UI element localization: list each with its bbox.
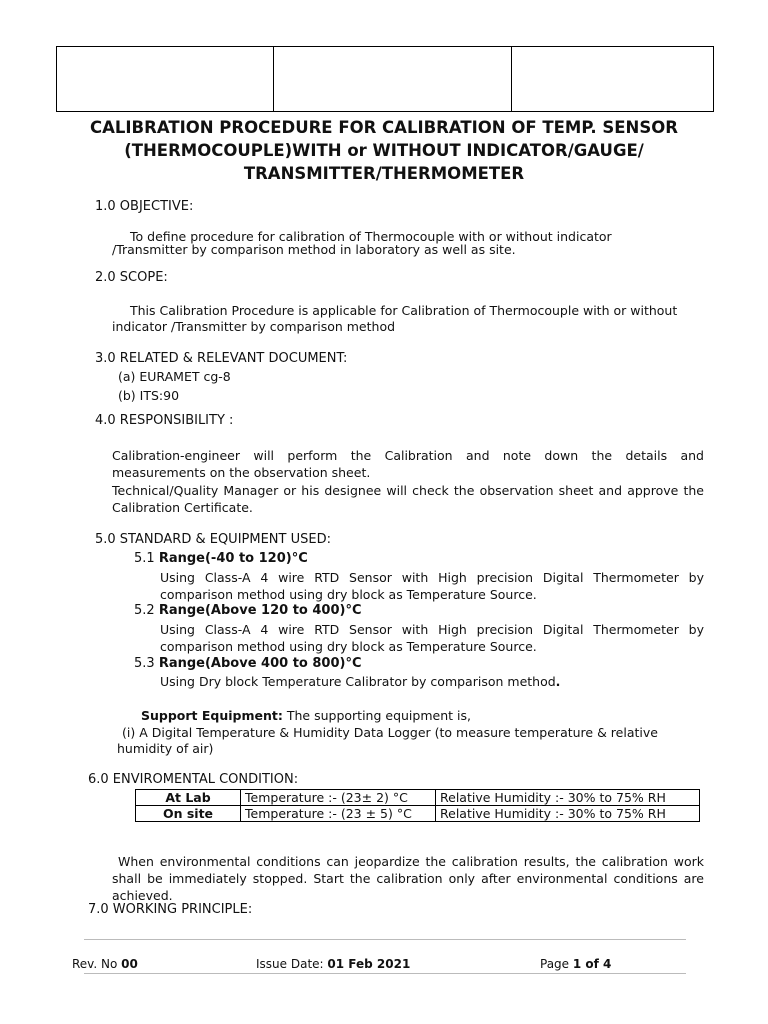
footer-issue-date	[256, 956, 410, 972]
range-1-label: Range(-40 to 120)°C	[158, 551, 308, 566]
header-cell-doc-no	[512, 47, 713, 111]
env-site-label: On site	[136, 806, 241, 822]
page-label: Page	[540, 957, 570, 971]
responsibility-paragraph-1: Calibration-engineer will perform the Calibration and note down the details and measurements on the observation sheet.	[112, 448, 704, 480]
section-6-heading: 6.0 ENVIROMENTAL CONDITION:	[88, 772, 299, 787]
range-2-number: 5.2	[134, 603, 155, 618]
page-value: 1 of 4	[572, 957, 612, 971]
footer-revision	[72, 956, 138, 972]
range-2-text: Using Class-A 4 wire RTD Sensor with High precision Digital Thermometer by comparison method using dry block as Temperature Source.	[160, 622, 704, 654]
document-title	[40, 116, 728, 185]
title-line-1: CALIBRATION PROCEDURE FOR CALIBRATION OF TEMP. SENSOR	[90, 118, 678, 137]
range-3-heading	[134, 655, 362, 673]
table-row	[136, 806, 700, 822]
range-3-text	[160, 673, 560, 690]
support-item-line-2: humidity of air)	[117, 741, 214, 756]
environment-paragraph: When environmental conditions can jeopardize the calibration results, the calibration work shall be immediately stopped. Start the calibration only after environmental conditions are achieved.	[112, 854, 704, 903]
section-4-heading: 4.0 RESPONSIBILITY :	[95, 413, 234, 428]
document-item-a: (a) EURAMET cg-8	[118, 369, 231, 384]
footer-bottom-rule	[84, 973, 686, 974]
range-2-heading	[134, 602, 362, 620]
responsibility-paragraph-2: Technical/Quality Manager or his designee will check the observation sheet and approve the Calibration Certificate.	[112, 483, 704, 515]
section-1-heading: 1.0 OBJECTIVE:	[95, 199, 194, 214]
section-1-line-2: /Transmitter by comparison method in laboratory as well as site.	[112, 242, 516, 257]
support-equipment-line	[141, 707, 471, 724]
document-item-b: (b) ITS:90	[118, 388, 180, 403]
section-2-line-1: This Calibration Procedure is applicable for Calibration of Thermocouple with or without	[130, 303, 678, 318]
support-equipment-text: The supporting equipment is,	[286, 708, 471, 723]
footer-top-rule	[84, 939, 686, 940]
support-item-line-1: (i) A Digital Temperature & Humidity Data Logger (to measure temperature & relative	[122, 725, 658, 740]
section-1-line-1: To define procedure for calibration of Thermocouple with or without indicator	[130, 229, 612, 244]
title-line-2: (THERMOCOUPLE)WITH or WITHOUT INDICATOR/GAUGE/	[124, 141, 644, 160]
section-5-heading: 5.0 STANDARD & EQUIPMENT USED:	[95, 532, 331, 547]
rev-value: 00	[121, 957, 138, 971]
env-lab-humidity: Relative Humidity :- 30% to 75% RH	[436, 790, 700, 806]
range-1-number: 5.1	[134, 551, 155, 566]
footer-page-number	[540, 956, 611, 972]
section-7-heading: 7.0 WORKING PRINCIPLE:	[88, 902, 253, 917]
range-3-number: 5.3	[134, 656, 155, 671]
range-3-label: Range(Above 400 to 800)°C	[158, 656, 362, 671]
range-1-text: Using Class-A 4 wire RTD Sensor with High precision Digital Thermometer by comparison method using dry block as Temperature Source.	[160, 570, 704, 602]
section-3-heading: 3.0 RELATED & RELEVANT DOCUMENT:	[95, 351, 348, 366]
section-2-line-2: indicator /Transmitter by comparison method	[112, 319, 396, 334]
range-2-label: Range(Above 120 to 400)°C	[158, 603, 362, 618]
section-2-heading: 2.0 SCOPE:	[95, 270, 168, 285]
range-3-sentence: Using Dry block Temperature Calibrator by comparison method	[160, 674, 556, 689]
issue-date-label: Issue Date:	[256, 957, 324, 971]
support-equipment-label: Support Equipment:	[141, 708, 283, 723]
environment-table	[135, 789, 700, 822]
table-row	[136, 790, 700, 806]
env-lab-label: At Lab	[136, 790, 241, 806]
env-site-temperature: Temperature :- (23 ± 5) °C	[241, 806, 436, 822]
range-1-heading	[134, 550, 308, 568]
title-line-3: TRANSMITTER/THERMOMETER	[243, 164, 525, 183]
env-site-humidity: Relative Humidity :- 30% to 75% RH	[436, 806, 700, 822]
range-3-period: .	[555, 674, 561, 689]
header-cell-company	[274, 47, 512, 111]
env-lab-temperature: Temperature :- (23± 2) °C	[241, 790, 436, 806]
header-cell-logo	[57, 47, 274, 111]
issue-date-value: 01 Feb 2021	[327, 957, 411, 971]
header-box	[56, 46, 714, 112]
rev-label: Rev. No	[72, 957, 118, 971]
